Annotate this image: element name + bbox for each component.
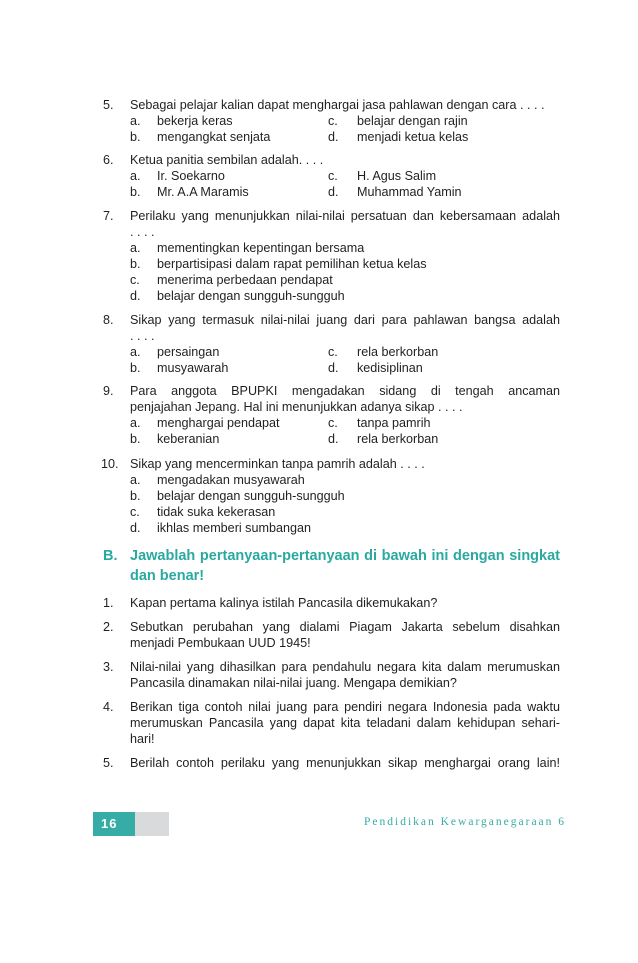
option-text: mengangkat senjata — [157, 130, 271, 144]
page-number: 16 — [93, 812, 135, 836]
option-text: rela berkorban — [357, 345, 439, 359]
option-text: bekerja keras — [157, 114, 233, 128]
section-title: Jawablah pertanyaan-pertanyaan di bawah ini dengan singkat — [130, 548, 560, 564]
essay-text: Pancasila dinamakan nilai-nilai juang. Mengapa demikian? — [130, 676, 457, 690]
option-label: a. — [130, 473, 141, 487]
essay-text: Nilai-nilai yang dihasilkan para pendahulu negara kita dalam merumuskan — [130, 660, 560, 674]
option-text: H. Agus Salim — [357, 169, 437, 183]
essay-number: 1. — [103, 596, 114, 610]
question-text: Sikap yang mencerminkan tanpa pamrih adalah . . . . — [130, 457, 425, 471]
option-label: b. — [130, 185, 141, 199]
section-title-continued: dan benar! — [130, 568, 205, 584]
question-text: Sikap yang termasuk nilai-nilai juang dari para pahlawan bangsa adalah — [130, 313, 560, 327]
essay-text: Berilah contoh perilaku yang menunjukkan sikap menghargai orang lain! — [130, 756, 560, 770]
option-label: d. — [328, 361, 339, 375]
option-label: c. — [130, 505, 140, 519]
question-text: Perilaku yang menunjukkan nilai-nilai persatuan dan kebersamaan adalah — [130, 209, 560, 223]
essay-text: Sebutkan perubahan yang dialami Piagam Jakarta sebelum disahkan — [130, 620, 560, 634]
option-text: musyawarah — [157, 361, 229, 375]
question-text-continued: . . . . — [130, 329, 155, 343]
question-number: 10. — [101, 457, 119, 471]
essay-number: 5. — [103, 756, 114, 770]
option-text: Ir. Soekarno — [157, 169, 225, 183]
option-label: c. — [328, 416, 338, 430]
section-label: B. — [103, 548, 118, 564]
option-label: b. — [130, 130, 141, 144]
question-number: 8. — [103, 313, 114, 327]
option-label: a. — [130, 241, 141, 255]
question-number: 7. — [103, 209, 114, 223]
option-label: d. — [130, 521, 141, 535]
option-text: menghargai pendapat — [157, 416, 280, 430]
option-label: d. — [328, 130, 339, 144]
option-label: a. — [130, 416, 141, 430]
essay-text: hari! — [130, 732, 155, 746]
option-label: c. — [328, 345, 338, 359]
option-text: persaingan — [157, 345, 220, 359]
option-text: menjadi ketua kelas — [357, 130, 469, 144]
question-text: Ketua panitia sembilan adalah. . . . — [130, 153, 324, 167]
option-text: tidak suka kekerasan — [157, 505, 276, 519]
option-text: kedisiplinan — [357, 361, 423, 375]
option-text: menerima perbedaan pendapat — [157, 273, 333, 287]
option-label: d. — [328, 185, 339, 199]
question-text: Sebagai pelajar kalian dapat menghargai jasa pahlawan dengan cara . . . . — [130, 98, 545, 112]
option-label: b. — [130, 361, 141, 375]
option-text: mementingkan kepentingan bersama — [157, 241, 365, 255]
option-label: a. — [130, 345, 141, 359]
option-text: keberanian — [157, 432, 220, 446]
option-text: Mr. A.A Maramis — [157, 185, 249, 199]
question-text-continued: . . . . — [130, 225, 155, 239]
question-number: 6. — [103, 153, 114, 167]
option-label: b. — [130, 432, 141, 446]
option-label: d. — [328, 432, 339, 446]
option-text: Muhammad Yamin — [357, 185, 462, 199]
footer-decor-block — [135, 812, 169, 836]
option-label: c. — [328, 169, 338, 183]
essay-number: 2. — [103, 620, 114, 634]
option-label: c. — [130, 273, 140, 287]
question-text-continued: penjajahan Jepang. Hal ini menunjukkan adanya sikap . . . . — [130, 400, 463, 414]
option-text: berpartisipasi dalam rapat pemilihan ketua kelas — [157, 257, 427, 271]
option-text: rela berkorban — [357, 432, 439, 446]
question-number: 5. — [103, 98, 114, 112]
option-label: a. — [130, 114, 141, 128]
option-label: b. — [130, 257, 141, 271]
essay-number: 3. — [103, 660, 114, 674]
option-text: belajar dengan rajin — [357, 114, 468, 128]
essay-text: merumuskan Pancasila yang dapat kita teladani dalam kehidupan sehari- — [130, 716, 560, 730]
option-label: d. — [130, 289, 141, 303]
option-text: belajar dengan sungguh-sungguh — [157, 489, 345, 503]
option-label: c. — [328, 114, 338, 128]
essay-text: Berikan tiga contoh nilai juang para pendiri negara Indonesia pada waktu — [130, 700, 560, 714]
option-text: tanpa pamrih — [357, 416, 431, 430]
essay-number: 4. — [103, 700, 114, 714]
question-number: 9. — [103, 384, 114, 398]
essay-text: menjadi Pembukaan UUD 1945! — [130, 636, 311, 650]
option-text: belajar dengan sungguh-sungguh — [157, 289, 345, 303]
option-text: ikhlas memberi sumbangan — [157, 521, 311, 535]
option-label: a. — [130, 169, 141, 183]
book-title: Pendidikan Kewarganegaraan 6 — [364, 816, 567, 828]
essay-text: Kapan pertama kalinya istilah Pancasila dikemukakan? — [130, 596, 438, 610]
option-text: mengadakan musyawarah — [157, 473, 305, 487]
option-label: b. — [130, 489, 141, 503]
question-text: Para anggota BPUPKI mengadakan sidang di tengah ancaman — [130, 384, 560, 398]
